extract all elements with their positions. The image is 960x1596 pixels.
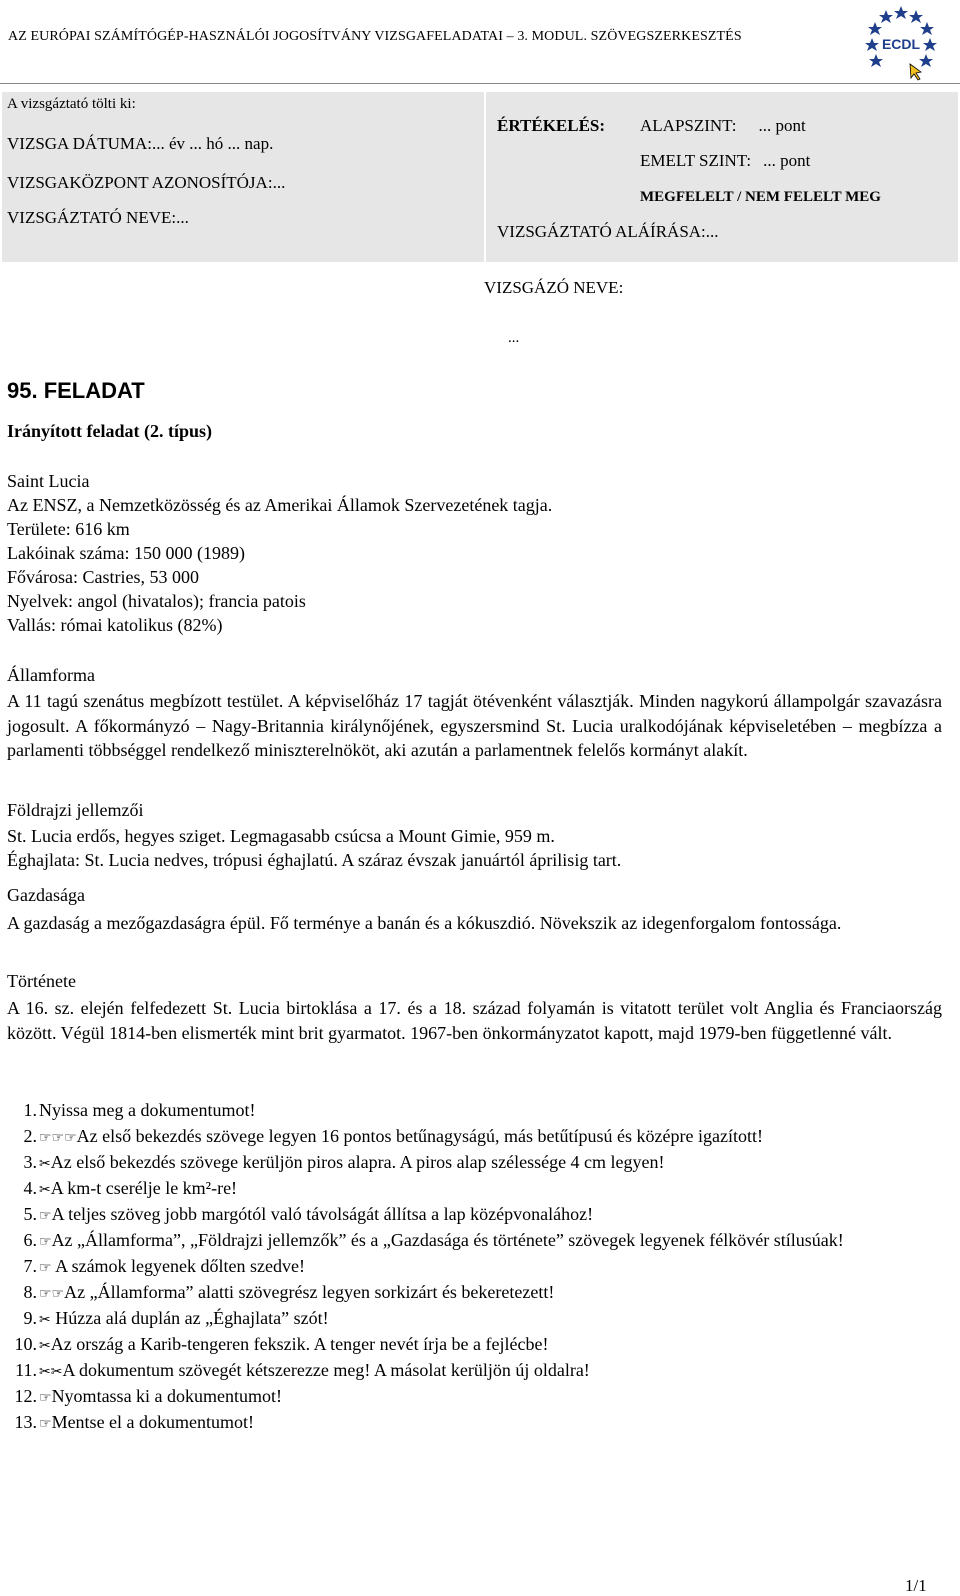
pointing-hand-icon: ☞☞☞ <box>39 1130 77 1146</box>
scissors-icon: ✂ <box>39 1156 51 1172</box>
instruction-item: 7. ☞ A számok legyenek dőlten szedve! <box>23 1256 305 1276</box>
pointing-hand-icon: ☞ <box>39 1234 52 1250</box>
fact-line: Vallás: római katolikus (82%) <box>7 615 223 635</box>
center-id-label: VIZSGAKÖZPONT AZONOSÍTÓJA: <box>7 173 273 192</box>
basic-level-row <box>640 116 806 136</box>
instruction-item: 11. ✂✂A dokumentum szövegét kétszerezze meg! A másolat kerüljön új oldalra! <box>15 1360 590 1380</box>
exam-date-value: ... év ... hó ... nap. <box>151 134 274 153</box>
signature-value: ... <box>705 222 719 241</box>
panel-divider <box>484 92 486 262</box>
examiner-name-row <box>7 208 189 228</box>
instruction-item: 12. ☞Nyomtassa ki a dokumentumot! <box>14 1386 283 1406</box>
center-id-value: ... <box>272 173 286 192</box>
fact-line: Területe: 616 km <box>7 519 130 539</box>
fact-line: Saint Lucia <box>7 471 90 491</box>
fact-line: Fővárosa: Castries, 53 000 <box>7 567 199 587</box>
instruction-item: 2. ☞☞☞Az első bekezdés szövege legyen 16 pontos betűnagyságú, más betűtípusú és középre igazított! <box>23 1126 763 1146</box>
section-text-economy: A gazdaság a mezőgazdaságra épül. Fő terménye a banán és a kókuszdió. Növekszik az idegenforgalom fontossága. <box>7 913 842 933</box>
pointing-hand-icon: ☞ <box>39 1390 52 1406</box>
instruction-item: 6. ☞Az „Államforma”, „Földrajzi jellemzők” és a „Gazdasága és története” szövegek legyenek félkövér stílusúak! <box>23 1230 844 1250</box>
instruction-item: 9. ✂ Húzza alá duplán az „Éghajlata” szót! <box>23 1308 329 1328</box>
pointing-hand-icon: ☞ <box>39 1416 52 1432</box>
instruction-item: 5. ☞A teljes szöveg jobb margótól való távolságát állítsa a lap középvonalához! <box>23 1204 594 1224</box>
pointing-hand-icon: ☞ <box>39 1208 52 1224</box>
section-text-government: A 11 tagú szenátus megbízott testület. A képviselőház 17 tagját ötévenként választják. Minden nagykorú állampolgár szavazásra jogosult. A főkormányzó – Nagy-Britannia királynőjének, egyszersmind St. Lucia uralkodójának képviseletében – megbízza a parlamenti többséggel rendelkező miniszterelnököt, aki azután a parlamentnek felelős kormányt alakít. <box>7 691 942 760</box>
signature-label: VIZSGÁZTATÓ ALÁÍRÁSA: <box>497 222 706 241</box>
examiner-name-label: VIZSGÁZTATÓ NEVE: <box>7 208 177 227</box>
facts-block <box>7 469 942 637</box>
advanced-level-row <box>640 151 810 171</box>
exam-date-label: VIZSGA DÁTUMA: <box>7 134 152 153</box>
ecdl-logo <box>862 2 940 82</box>
center-id-row <box>7 173 285 193</box>
examiner-name-value: ... <box>176 208 189 227</box>
task-number: 95. FELADAT <box>7 378 145 403</box>
advanced-level-label: EMELT SZINT: <box>640 151 752 170</box>
section-heading-economy: Gazdasága <box>7 885 85 905</box>
result-text: MEGFELELT / NEM FELELT MEG <box>640 189 881 205</box>
scissors-icon: ✂ <box>39 1312 51 1328</box>
exam-date-row <box>7 134 273 154</box>
instruction-item: 10. ✂Az ország a Karib-tengeren fekszik. A tenger nevét írja be a fejlécbe! <box>14 1334 549 1354</box>
evaluation-label: ÉRTÉKELÉS: <box>497 116 606 135</box>
section-heading-history: Története <box>7 971 76 991</box>
pointing-hand-icon: ☞☞ <box>39 1286 65 1302</box>
task-subtitle: Irányított feladat (2. típus) <box>7 421 212 441</box>
svg-text:ECDL: ECDL <box>881 36 921 52</box>
signature-row <box>497 222 719 242</box>
basic-level-value: ... pont <box>758 116 806 135</box>
scissors-icon: ✂ <box>39 1338 51 1354</box>
section-heading-government: Államforma <box>7 665 95 685</box>
instruction-item: 13. ☞Mentse el a dokumentumot! <box>14 1412 255 1432</box>
section-text-geography-1: St. Lucia erdős, hegyes sziget. Legmagasabb csúcsa a Mount Gimie, 959 m. <box>7 826 555 846</box>
section-heading-geography: Földrajzi jellemzői <box>7 800 144 820</box>
section-text-history: A 16. sz. elején felfedezett St. Lucia birtoklása a 17. és a 18. század folyamán is vitatott terület volt Anglia és Franciaország között. Végül 1814-ben elismerték mint brit gyarmatot. 1967-ben önkormányzatot kapott, majd 1979-ben függetlenné vált. <box>7 998 942 1043</box>
candidate-name-value: ... <box>508 330 520 346</box>
candidate-name-label: VIZSGÁZÓ NEVE: <box>484 278 624 297</box>
advanced-level-value: ... pont <box>763 151 811 170</box>
scissors-icon: ✂✂ <box>39 1364 63 1380</box>
instruction-item: 8. ☞☞Az „Államforma” alatti szövegrész legyen sorkizárt és bekeretezett! <box>23 1282 555 1302</box>
instruction-list <box>7 1098 952 1436</box>
instruction-item: 1. Nyissa meg a dokumentumot! <box>23 1100 256 1120</box>
fact-line: Az ENSZ, a Nemzetközösség és az Amerikai Államok Szervezetének tagja. <box>7 495 553 515</box>
instruction-item: 4. ✂A km-t cserélje le km²-re! <box>23 1178 238 1198</box>
basic-level-label: ALAPSZINT: <box>640 116 737 135</box>
document-header-title: AZ EURÓPAI SZÁMÍTÓGÉP-HASZNÁLÓI JOGOSÍTVÁNY VIZSGAFELADATAI – 3. MODUL. SZÖVEGSZERKESZTÉS <box>8 29 742 44</box>
fact-line: Nyelvek: angol (hivatalos); francia patois <box>7 591 306 611</box>
section-text-geography-2: Éghajlata: St. Lucia nedves, trópusi éghajlatú. A száraz évszak januártól áprilisig tart. <box>7 850 622 870</box>
examiner-intro: A vizsgáztató tölti ki: <box>7 96 136 112</box>
pointing-hand-icon: ☞ <box>39 1260 52 1276</box>
header-rule <box>0 83 960 84</box>
scissors-icon: ✂ <box>39 1182 51 1198</box>
fact-line: Lakóinak száma: 150 000 (1989) <box>7 543 245 563</box>
page-number: 1/1 <box>905 1576 927 1595</box>
instruction-item: 3. ✂Az első bekezdés szövege kerüljön piros alapra. A piros alap szélessége 4 cm legyen! <box>23 1152 665 1172</box>
